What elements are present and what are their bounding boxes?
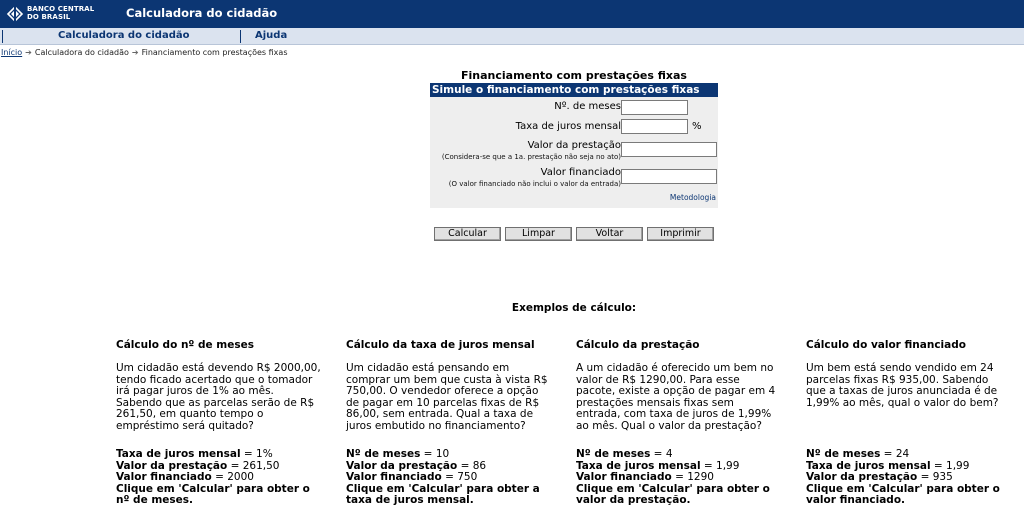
calcular-button[interactable]: Calcular <box>434 227 501 241</box>
example-data-value: = 4 <box>650 448 673 460</box>
example-data-value: = 750 <box>441 471 478 483</box>
example-heading: Cálculo do nº de meses <box>116 339 254 351</box>
menu-separator <box>240 30 241 43</box>
example-cta: Clique em 'Calcular' para obter o valor financiado. <box>806 482 1000 506</box>
example-text: A um cidadão é oferecido um bem no valor de R$ 1290,00. Para esse pacote, existe a opção de pagar em 4 prestações mensais fixas sem entrada, com taxa de juros de 1,99% ao mês. Qual o valor da prestação? <box>576 362 776 432</box>
example-column <box>806 339 1011 507</box>
prestacao-label: Valor da prestação <box>527 140 621 151</box>
example-heading: Cálculo da taxa de juros mensal <box>346 339 535 351</box>
example-text: Um cidadão está pensando em comprar um bem que custa à vista R$ 750,00. O vendedor oferece a opção de pagar em 10 parcelas fixas de R$ 86,00, sem entrada. Qual a taxa de juros embutido no financiamento? <box>346 362 548 432</box>
example-data <box>806 449 1011 484</box>
logo-line2: DO BRASIL <box>27 13 71 21</box>
financiado-label: Valor financiado <box>540 167 621 178</box>
example-data-value: = 935 <box>917 471 953 483</box>
example-data-key: Valor da prestação <box>346 459 458 472</box>
example-column <box>576 339 781 507</box>
imprimir-button[interactable]: Imprimir <box>647 227 714 241</box>
bcb-logo[interactable] <box>6 4 96 24</box>
limpar-button[interactable]: Limpar <box>505 227 572 241</box>
example-data-key: Taxa de juros mensal <box>806 459 931 472</box>
example-cta: Clique em 'Calcular' para obter o valor da prestação. <box>576 482 770 506</box>
financiado-note: (O valor financiado não inclui o valor da entrada) <box>448 180 621 188</box>
taxa-label: Taxa de juros mensal <box>515 121 621 132</box>
example-data-value: = 86 <box>457 459 487 472</box>
app-title: Calculadora do cidadão <box>126 6 278 20</box>
meses-label: Nº. de meses <box>554 101 621 112</box>
financing-form <box>430 83 718 208</box>
example-data-value: = 1,99 <box>700 459 740 472</box>
menu-bar <box>0 28 1024 45</box>
top-header-bar <box>0 0 1024 28</box>
taxa-input[interactable] <box>621 119 688 134</box>
prestacao-input[interactable] <box>621 142 717 157</box>
example-data <box>116 449 321 484</box>
example-cta: Clique em 'Calcular' para obter o nº de meses. <box>116 482 310 506</box>
example-data-key: Nº de meses <box>346 448 421 460</box>
example-data-key: Nº de meses <box>576 448 651 460</box>
example-column <box>116 339 321 507</box>
breadcrumb-calculadora[interactable]: Calculadora do cidadão <box>34 48 129 57</box>
example-data-key: Valor financiado <box>346 471 442 483</box>
voltar-button[interactable]: Voltar <box>576 227 643 241</box>
example-data-key: Valor da prestação <box>116 459 228 472</box>
percent-unit: % <box>692 121 702 132</box>
example-data-value: = 1290 <box>671 471 714 483</box>
menu-item-ajuda[interactable]: Ajuda <box>255 30 288 41</box>
example-data-key: Valor da prestação <box>806 471 918 483</box>
example-data-key: Valor financiado <box>576 471 672 483</box>
menu-separator <box>2 30 3 43</box>
metodologia-link[interactable]: Metodologia <box>669 193 716 202</box>
example-data-key: Valor financiado <box>116 471 212 483</box>
menu-item-calculadora[interactable]: Calculadora do cidadão <box>58 30 190 41</box>
example-cta: Clique em 'Calcular' para obter a taxa de juros mensal. <box>346 482 540 506</box>
example-data-value: = 1% <box>240 448 273 460</box>
prestacao-note: (Considera-se que a 1a. prestação não seja no ato) <box>441 153 621 161</box>
example-data-value: = 1,99 <box>930 459 970 472</box>
breadcrumb <box>1 48 287 57</box>
breadcrumb-current: Financiamento com prestações fixas <box>141 48 288 57</box>
example-column <box>346 339 551 507</box>
breadcrumb-inicio[interactable]: Início <box>1 48 23 57</box>
example-data-value: = 10 <box>420 448 450 460</box>
logo-line1: BANCO CENTRAL <box>27 5 95 13</box>
example-data <box>346 449 551 484</box>
example-data-value: = 261,50 <box>227 459 280 472</box>
example-text: Um cidadão está devendo R$ 2000,00, tendo ficado acertado que o tomador irá pagar juros de 1% ao mês. Sabendo que as parcelas serão de R$ 261,50, em quanto tempo o empréstimo será quitado? <box>116 362 321 432</box>
example-heading: Cálculo da prestação <box>576 339 700 351</box>
example-data-key: Taxa de juros mensal <box>576 459 701 472</box>
examples-title: Exemplos de cálculo: <box>511 302 637 314</box>
example-data-key: Taxa de juros mensal <box>116 448 241 460</box>
example-data <box>576 449 781 484</box>
example-data-value: = 24 <box>880 448 910 460</box>
logo-text <box>27 5 94 21</box>
breadcrumb-arrow-icon: ➔ <box>131 48 139 57</box>
meses-input[interactable] <box>621 100 688 115</box>
example-heading: Cálculo do valor financiado <box>806 339 966 351</box>
breadcrumb-arrow-icon: ➔ <box>25 48 32 57</box>
form-header: Simule o financiamento com prestações fixas <box>430 83 718 97</box>
bcb-logo-icon <box>6 5 24 23</box>
example-text: Um bem está sendo vendido em 24 parcelas fixas R$ 935,00. Sabendo que a taxas de juros anunciada é de 1,99% ao mês, qual o valor do bem? <box>806 362 999 409</box>
form-title: Financiamento com prestações fixas <box>461 69 687 82</box>
example-data-value: = 2000 <box>211 471 254 483</box>
example-data-key: Nº de meses <box>806 448 881 460</box>
financiado-input[interactable] <box>621 169 717 184</box>
